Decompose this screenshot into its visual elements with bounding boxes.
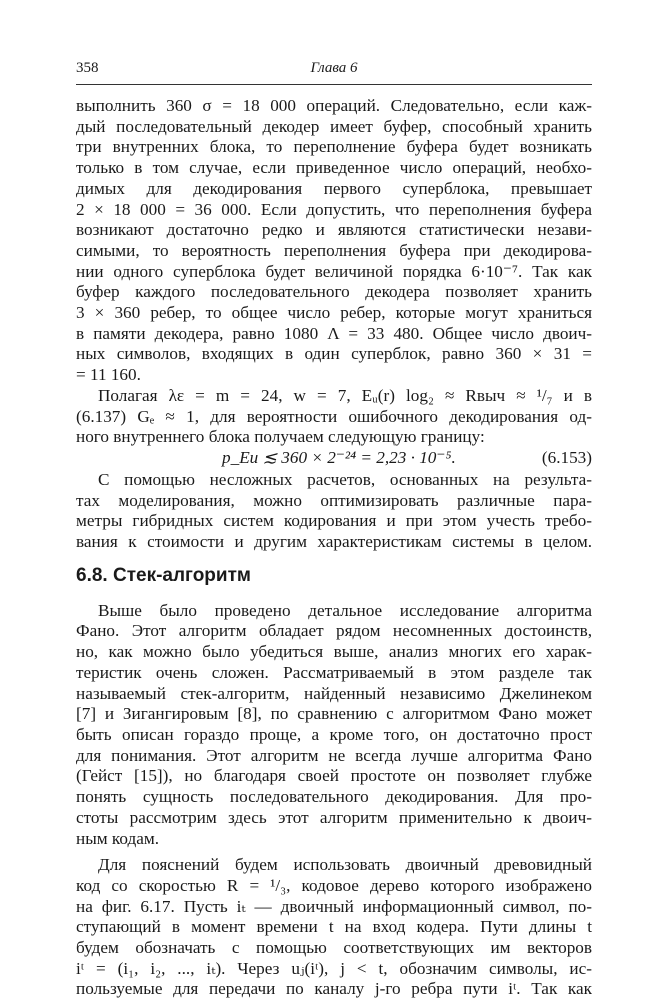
equation-6-153 [76,448,592,470]
text-line: в памяти декодера, равно 1080 Λ = 33 480. Общее число двоич- [76,323,592,343]
text-line: буфер каждого последовательного декодера позволяет хранить [76,282,592,302]
text-line: Фано. Этот алгоритм обладает рядом несомненных достоинств, [76,621,592,641]
text-line: вания к стоимости и другим характеристикам системы в целом. [76,532,592,552]
text-line: возникают достаточно редко и являются статистически незави- [76,220,592,240]
text-line: ных символов, входящих в один суперблок, равно 360 × 31 = [76,344,592,364]
text-line: димых для декодирования первого суперблока, превышает [76,178,592,198]
running-header [76,60,592,84]
chapter-title: Глава 6 [310,60,358,76]
text-line: Полагая λε = m = 24, w = 7, Eᵤ(r) log₂ ≈ Rвыч ≈ ¹/₇ и в [98,385,592,405]
text-line: ным кодам. [76,828,160,848]
section-heading-wrap [76,553,592,601]
text-line: нии одного суперблока будет величиной порядка 6·10⁻⁷. Так как [76,261,592,281]
text-line: на фиг. 6.17. Пусть iₜ — двоичный информационный символ, по- [76,896,592,916]
text-line: называемый стек-алгоритм, найденный независимо Джелинеком [76,683,592,703]
text-line: но, как можно было убедиться выше, анализ многих его харак- [76,642,592,662]
paragraph-3 [76,470,592,553]
paragraph-2 [76,386,592,448]
paragraph-5 [76,855,592,1000]
text-line: код со скоростью R = ¹/₃, кодовое дерево которого изображено [76,875,592,895]
text-line: метры гибридных систем кодирования и при этом учесть требо- [76,511,592,531]
equation-number: (6.153) [541,447,592,467]
text-line: (6.137) Gₑ ≈ 1, для вероятности ошибочного декодирования од- [76,406,592,426]
text-line: = 11 160. [76,365,141,385]
equation-formula: p_Eu ≲ 360 × 2⁻²⁴ = 2,23 · 10⁻⁵. [222,447,456,467]
text-line: С помощью несложных расчетов, основанных на результа- [98,469,592,489]
text-line: 3 × 360 ребер, то общее число ребер, которые могут храниться [76,303,592,323]
text-line: [7] и Зигангировым [8], по сравнению с алгоритмом Фано может [76,704,592,724]
text-line: пользуемые для передачи по каналу j-го ребра пути iᵗ. Так как [76,979,592,999]
text-line: тах моделирования, можно оптимизировать различные пара- [76,490,592,510]
paragraph-4 [76,601,592,849]
text-line: (Гейст [15]), но благодаря своей простоте он позволяет глубже [76,766,592,786]
text-line: только в том случае, если приведенное число операций, необхо- [76,158,592,178]
text-line: теристик очень сложен. Рассматриваемый в этом разделе так [76,662,592,682]
header-rule [76,84,592,85]
page-number: 358 [76,60,99,76]
text-line: для понимания. Этот алгоритм не всегда лучше алгоритма Фано [76,745,592,765]
text-line: быть описан гораздо проще, а кроме того, он достаточно прост [76,724,592,744]
text-line: симыми, то вероятность переполнения буфера при декодирова- [76,240,592,260]
text-line: стоты рассмотрим здесь этот алгоритм применительно к двоич- [76,807,592,827]
text-line: iᵗ = (i₁, i₂, ..., iₜ). Через uⱼ(iᵗ), j < t, обозначим символы, ис- [76,958,592,978]
text-line: понять сущность последовательного декодирования. Для про- [76,787,592,807]
text-line: выполнить 360 σ = 18 000 операций. Следовательно, если каж- [76,96,592,115]
text-line: будем обозначать с помощью соответствующих им векторов [76,938,592,958]
text-line: ного внутреннего блока получаем следующую границу: [76,427,485,447]
text-line: три внутренних блока, то переполнение буфера будет возникать [76,137,592,157]
text-line: Для пояснений будем использовать двоичный древовидный [98,855,592,875]
page-body [76,96,592,1000]
text-line: дый последовательный декодер имеет буфер, способный хранить [76,116,592,136]
text-line: ступающий в момент времени t на вход кодера. Пути длины t [76,917,592,937]
text-line: Выше было проведено детальное исследование алгоритма [98,600,592,620]
paragraph-1 [76,96,592,386]
text-line: 2 × 18 000 = 36 000. Если допустить, что переполнения буфера [76,199,592,219]
section-heading: 6.8. Стек-алгоритм [76,565,251,587]
